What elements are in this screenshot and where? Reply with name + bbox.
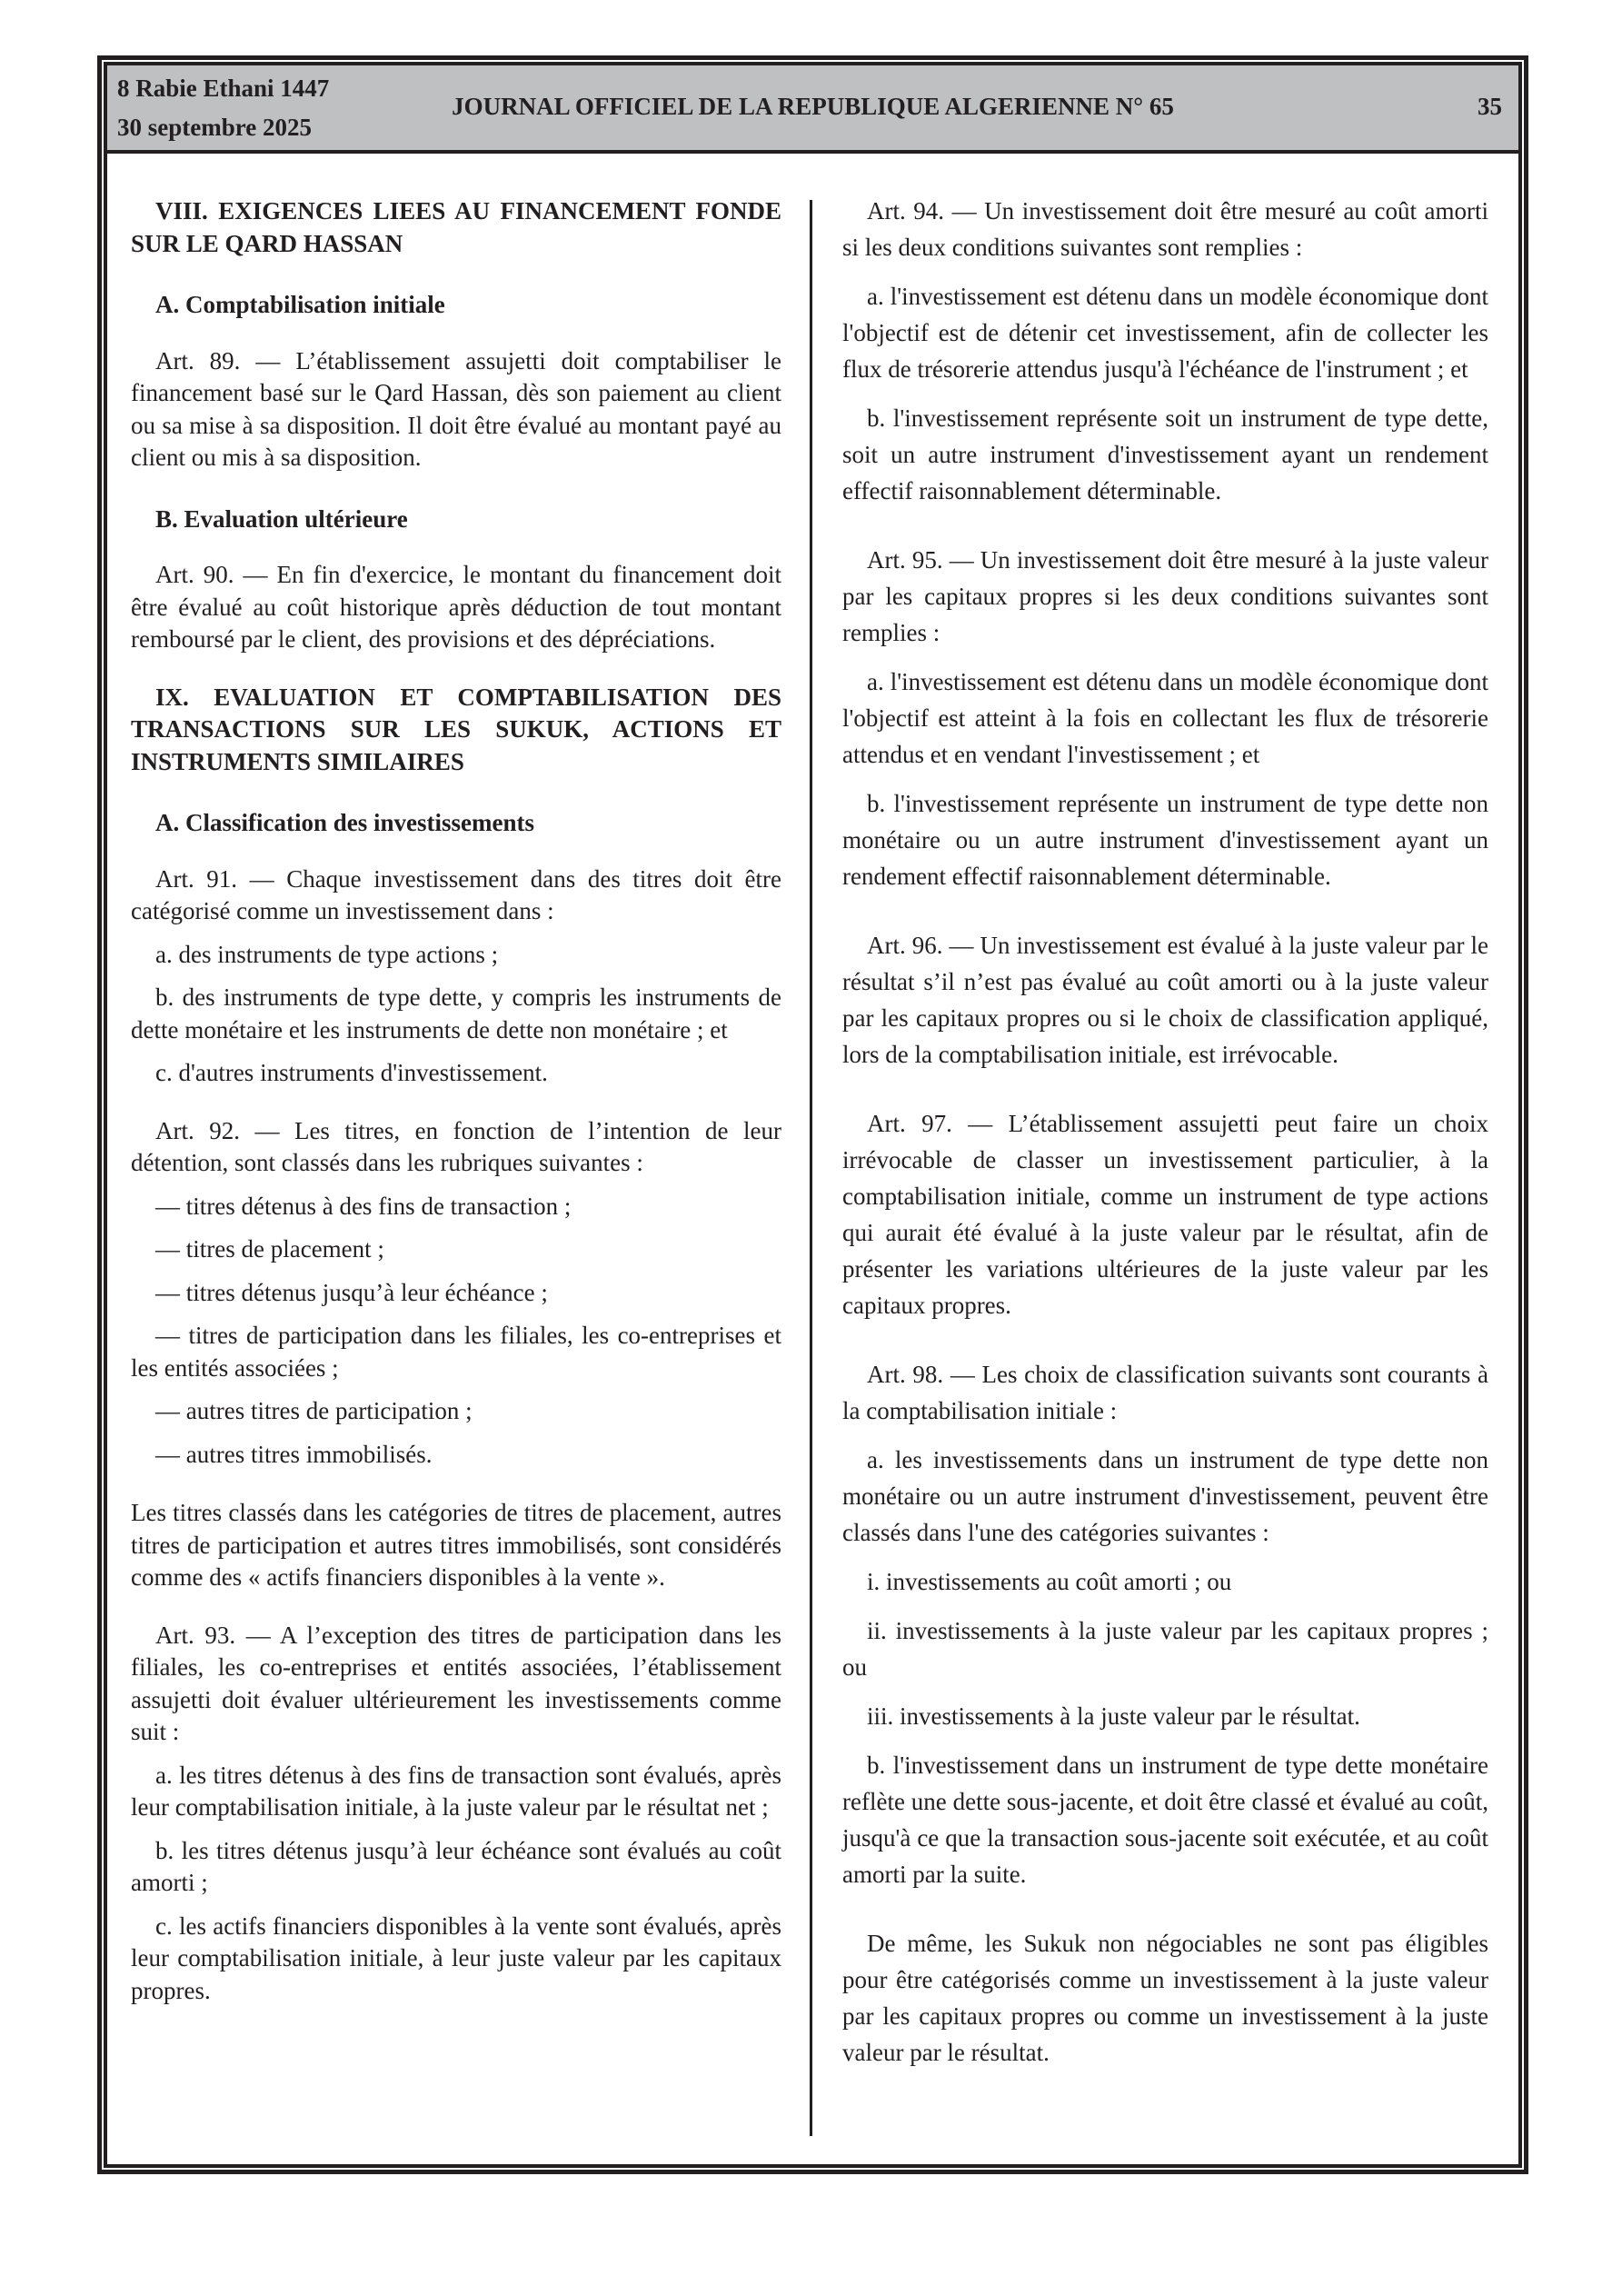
list-item: iii. investissements à la juste valeur par le résultat. — [867, 1702, 1360, 1730]
list-item: b. l'investissement représente soit un instrument de type dette, soit un autre instrument d'investissement ayant un rendement effectif raisonnablement déterminable. — [842, 404, 1488, 504]
list-item: i. investissements au coût amorti ; ou — [867, 1568, 1232, 1595]
list-item: c. d'autres instruments d'investissement. — [155, 1059, 548, 1086]
page-header — [107, 65, 1518, 154]
section-heading: VIII. EXIGENCES LIEES AU FINANCEMENT FONDE SUR LE QARD HASSAN — [131, 197, 781, 257]
list-item: b. l'investissement représente un instrument de type dette non monétaire ou un autre instrument d'investissement ayant un rendement effectif raisonnablement déterminable. — [842, 790, 1488, 890]
list-item: a. les titres détenus à des fins de transaction sont évalués, après leur comptabilisation initiale, à la juste valeur par le résultat net ; — [131, 1761, 781, 1821]
header-gregorian-date: 30 septembre 2025 — [117, 114, 312, 141]
list-item: — autres titres de participation ; — [155, 1397, 473, 1424]
list-item: b. l'investissement dans un instrument de type dette monétaire reflète une dette sous-jacente, et doit être classé et évalué au coût, jusqu'à ce que la transaction sous-jacente soit exécutée, et au coût amorti par la suite. — [842, 1752, 1488, 1888]
article-paragraph: Art. 89. — L’établissement assujetti doit comptabiliser le financement basé sur le Qard Hassan, dès son paiement au client ou sa mise à sa disposition. Il doit être évalué au montant payé au client ou mis à sa disposition. — [131, 346, 781, 471]
list-item: — titres détenus à des fins de transaction ; — [155, 1192, 572, 1220]
subsection-heading: B. Evaluation ultérieure — [155, 504, 408, 533]
list-item: a. les investissements dans un instrument de type dette non monétaire ou un autre instrument d'investissement, peuvent être classés dans l'une des catégories suivantes : — [842, 1446, 1488, 1546]
right-column — [842, 193, 1488, 2071]
subsection-heading: A. Comptabilisation initiale — [155, 291, 445, 318]
list-item: a. l'investissement est détenu dans un modèle économique dont l'objectif est de détenir cet investissement, afin de collecter les flux de trésorerie attendus jusqu'à l'échéance de l'instrument ; et — [842, 283, 1488, 383]
article-paragraph: Art. 94. — Un investissement doit être mesuré au coût amorti si les deux conditions suivantes sont remplies : — [842, 197, 1488, 261]
note-paragraph: De même, les Sukuk non négociables ne sont pas éligibles pour être catégorisés comme un investissement à la juste valeur par les capitaux propres ou comme un investissement à la juste valeur par le résultat. — [842, 1930, 1488, 2066]
section-heading: IX. EVALUATION ET COMPTABILISATION DES TRANSACTIONS SUR LES SUKUK, ACTIONS ET INSTRUMENTS SIMILAIRES — [131, 683, 781, 775]
note-paragraph: Les titres classés dans les catégories de titres de placement, autres titres de participation et autres titres immobilisés, sont considérés comme des « actifs financiers disponibles à la vente ». — [131, 1499, 781, 1591]
page-number: 35 — [1478, 93, 1502, 120]
list-item: ii. investissements à la juste valeur par les capitaux propres ; ou — [842, 1617, 1488, 1681]
header-hijri-date: 8 Rabie Ethani 1447 — [117, 75, 330, 102]
list-item: — titres de placement ; — [155, 1235, 384, 1263]
column-divider — [810, 200, 812, 2136]
list-item: — titres détenus jusqu’à leur échéance ; — [155, 1278, 548, 1306]
article-paragraph: Art. 97. — L’établissement assujetti peut faire un choix irrévocable de classer un investissement particulier, à la comptabilisation initiale, comme un instrument de type actions qui aurait été évalué à la juste valeur par le résultat, afin de présenter les variations ultérieures de la juste valeur par les capitaux propres. — [842, 1110, 1488, 1319]
article-paragraph: Art. 92. — Les titres, en fonction de l’intention de leur détention, sont classés dans les rubriques suivantes : — [131, 1116, 781, 1176]
list-item: — titres de participation dans les filiales, les co-entreprises et les entités associées ; — [131, 1322, 781, 1382]
article-paragraph: Art. 90. — En fin d'exercice, le montant du financement doit être évalué au coût historique après déduction de tout montant remboursé par le client, des provisions et des dépréciations. — [131, 561, 781, 653]
list-item: a. des instruments de type actions ; — [155, 940, 499, 968]
list-item: — autres titres immobilisés. — [155, 1440, 433, 1468]
article-paragraph: Art. 91. — Chaque investissement dans des titres doit être catégorisé comme un investissement dans : — [131, 864, 781, 924]
article-paragraph: Art. 93. — A l’exception des titres de participation dans les filiales, les co-entreprises et entités associées, l’établissement assujetti doit évaluer ultérieurement les investissements comme suit : — [131, 1621, 781, 1745]
list-item: a. l'investissement est détenu dans un modèle économique dont l'objectif est atteint à la fois en collectant les flux de trésorerie attendus et en vendant l'investissement ; et — [842, 668, 1488, 768]
article-paragraph: Art. 98. — Les choix de classification suivants sont courants à la comptabilisation initiale : — [842, 1361, 1488, 1424]
subsection-heading: A. Classification des investissements — [155, 809, 534, 836]
journal-title: JOURNAL OFFICIEL DE LA REPUBLIQUE ALGERIENNE N° 65 — [452, 93, 1174, 120]
list-item: b. les titres détenus jusqu’à leur échéance sont évalués au coût amorti ; — [131, 1836, 781, 1896]
list-item: c. les actifs financiers disponibles à la vente sont évalués, après leur comptabilisation initiale, à leur juste valeur par les capitaux propres. — [131, 1912, 781, 2004]
list-item: b. des instruments de type dette, y compris les instruments de dette monétaire et les instruments de dette non monétaire ; et — [131, 983, 781, 1043]
article-paragraph: Art. 95. — Un investissement doit être mesuré à la juste valeur par les capitaux propres si les deux conditions suivantes sont remplies : — [842, 546, 1488, 646]
article-paragraph: Art. 96. — Un investissement est évalué à la juste valeur par le résultat s’il n’est pas évalué au coût amorti ou à la juste valeur par les capitaux propres ou si le choix de classification appliqué, lors de la comptabilisation initiale, est irrévocable. — [842, 932, 1488, 1068]
left-column — [131, 195, 781, 2007]
